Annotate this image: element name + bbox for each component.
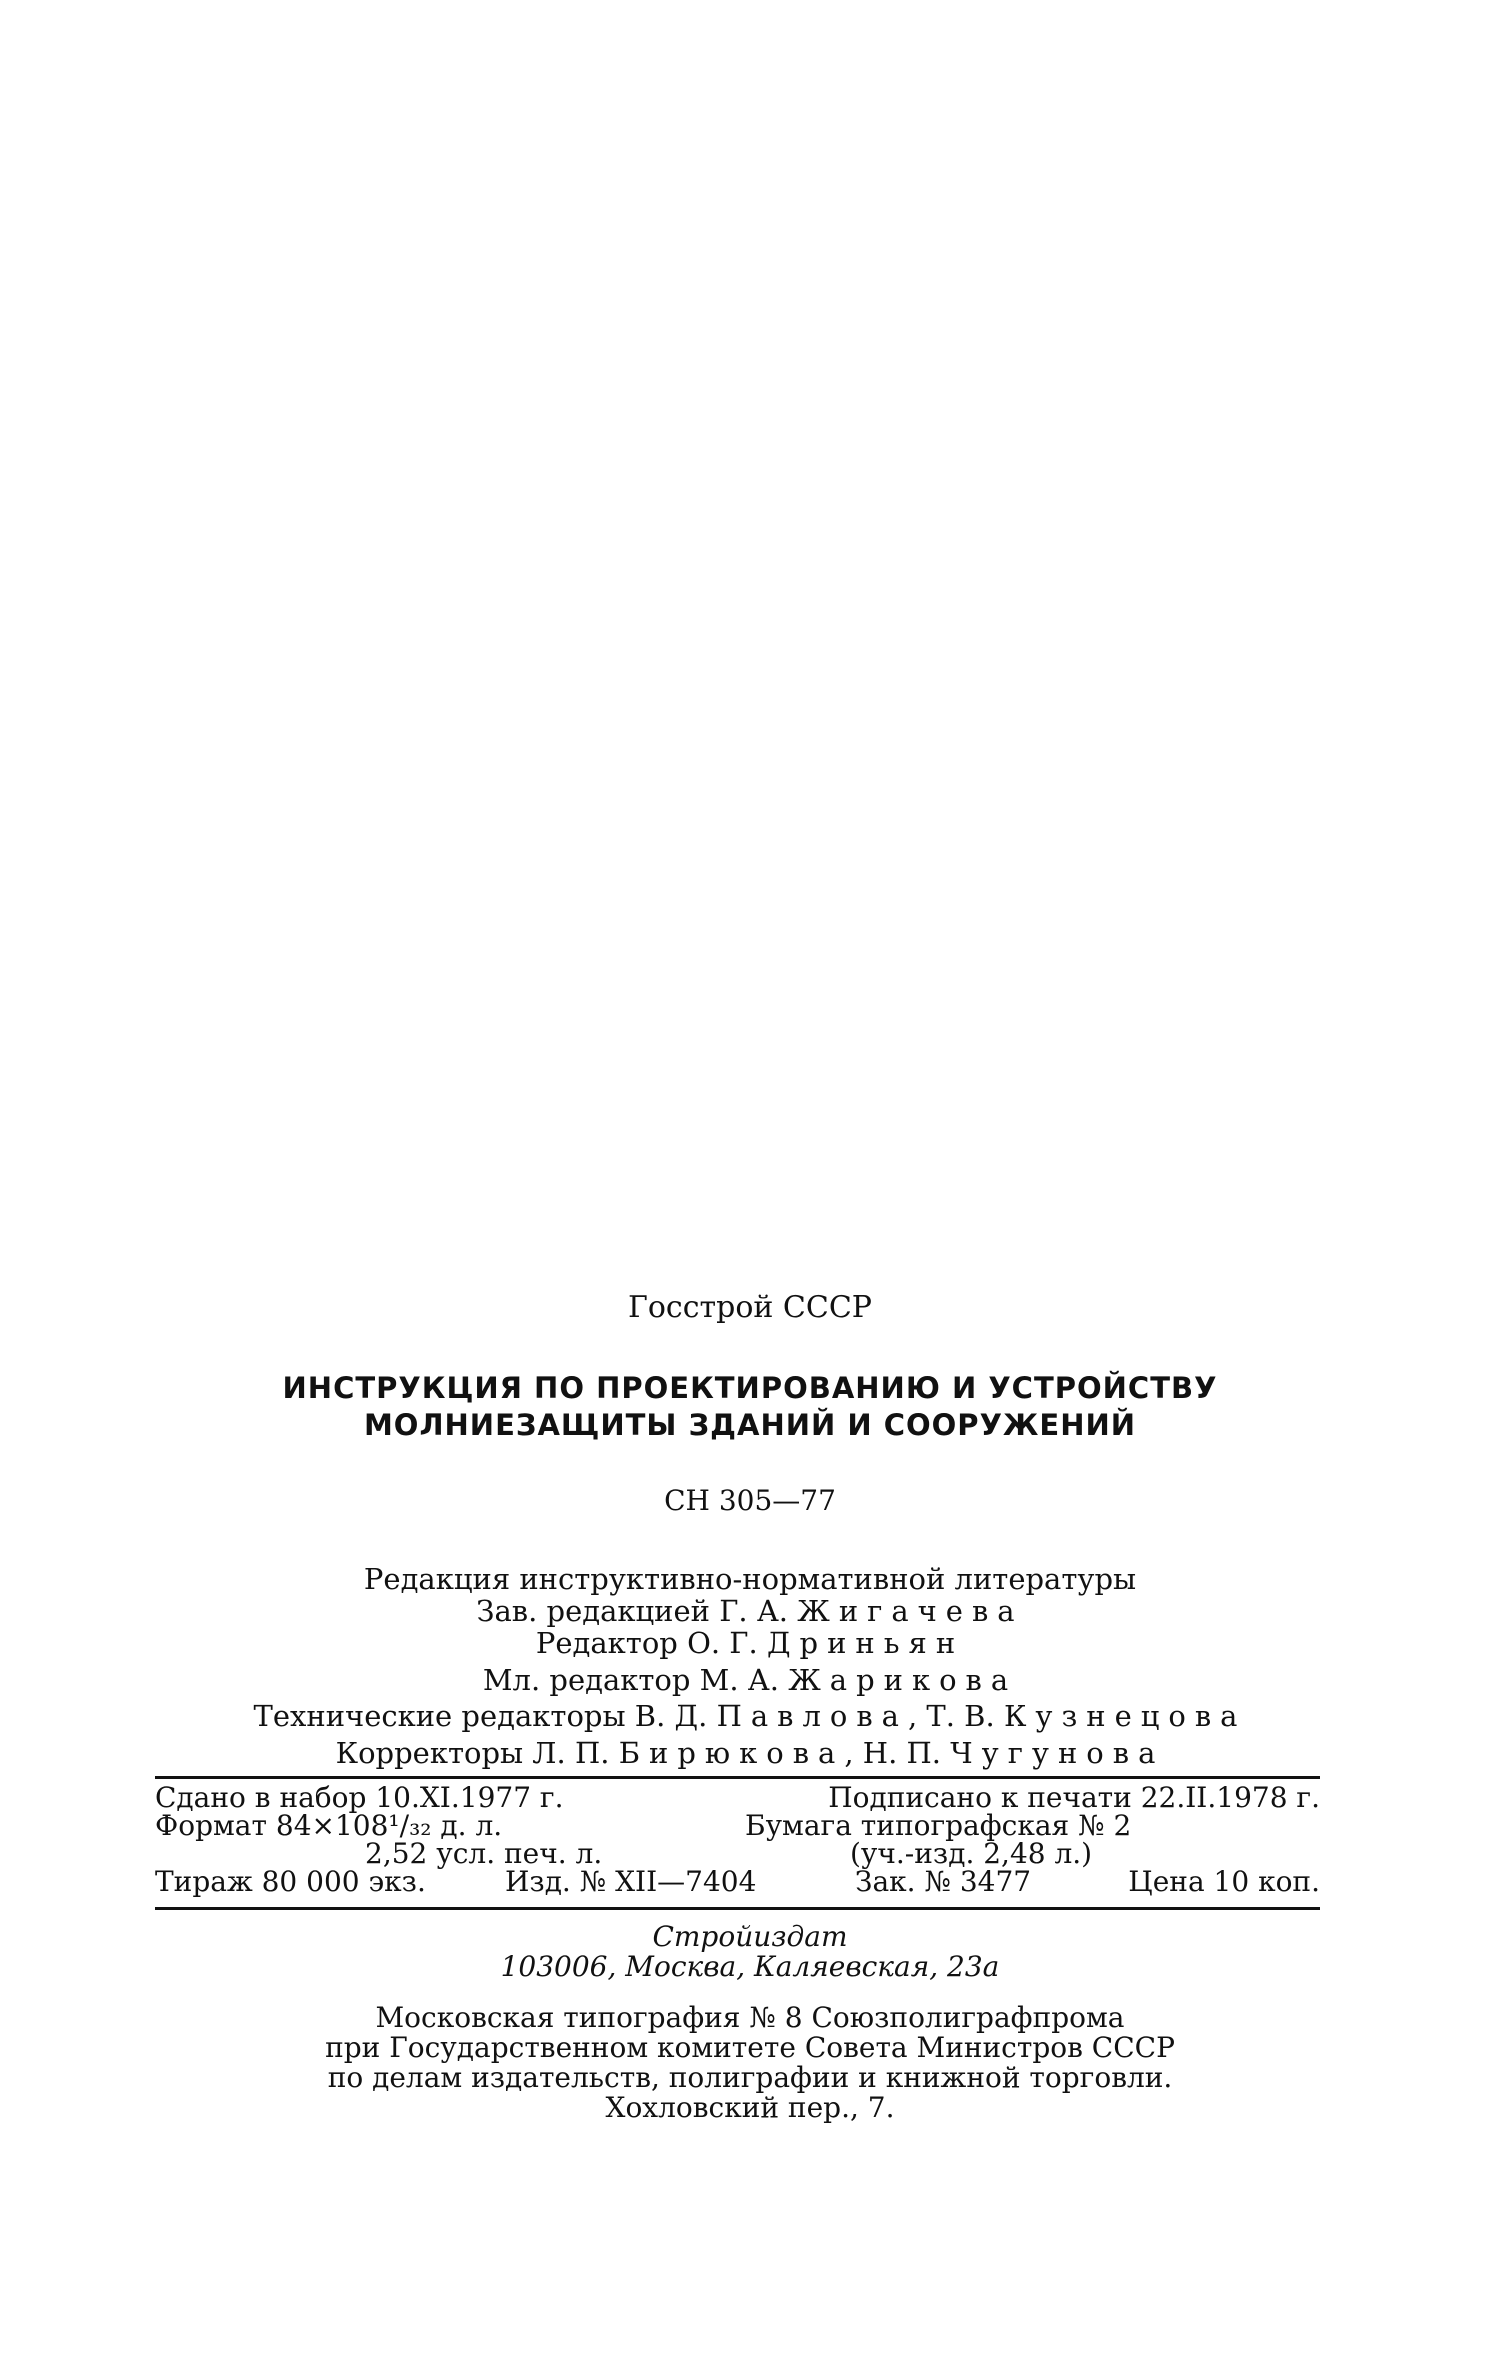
document-title-line-2: МОЛНИЕЗАЩИТЫ ЗДАНИЙ И СООРУЖЕНИЙ [363, 1408, 1137, 1442]
credit-head-of-office [0, 1594, 1500, 1628]
imprint-price: Цена 10 коп. [1128, 1865, 1320, 1898]
credit-junior-editor-label: Мл. редактор М. А. [482, 1663, 779, 1697]
imprint-pub-sheets: (уч.-изд. 2,48 л.) [850, 1837, 1093, 1870]
document-code: СН 305—77 [664, 1484, 836, 1517]
imprint-order: Зак. № 3477 [855, 1865, 1032, 1898]
imprint-sheets: 2,52 усл. печ. л. [365, 1837, 603, 1870]
imprint-top-rule [155, 1776, 1320, 1779]
imprint-circulation: Тираж 80 000 экз. [155, 1865, 426, 1898]
credit-proofreaders-label: Корректоры Л. П. [335, 1736, 610, 1770]
credit-tech-editors-label: Технические редакторы В. Д. [253, 1699, 708, 1733]
credit-editorial-office: Редакция инструктивно-нормативной литературы [363, 1562, 1137, 1596]
printer-line-4: Хохловский пер., 7. [605, 2091, 895, 2124]
credit-proofreaders-mid: , Н. П. [844, 1736, 942, 1770]
credit-tech-editors-mid: , Т. В. [907, 1699, 995, 1733]
credit-junior-editor [0, 1663, 1500, 1697]
credit-editor [0, 1626, 1500, 1660]
printer-line-1: Московская типография № 8 Союзполиграфпрома [375, 2001, 1125, 2034]
credit-technical-editors [0, 1699, 1500, 1733]
credit-junior-editor-name: Жарикова [788, 1663, 1018, 1697]
imprint-edition: Изд. № XII—7404 [505, 1865, 757, 1898]
organization: Госстрой СССР [628, 1290, 872, 1325]
credit-head-name: Жигачева [797, 1594, 1024, 1628]
imprint-typeset: Сдано в набор 10.XI.1977 г. [155, 1781, 564, 1814]
credit-proofreaders [0, 1736, 1500, 1770]
publisher-address: 103006, Москва, Каляевская, 23а [500, 1950, 1000, 1983]
printer-line-2: при Государственном комитете Совета Министров СССР [325, 2031, 1175, 2064]
credit-head-label: Зав. редакцией Г. А. [476, 1594, 789, 1628]
credit-proofreader-2: Чугунова [950, 1736, 1165, 1770]
imprint-paper: Бумага типографская № 2 [745, 1809, 1132, 1842]
printer-line-3: по делам издательств, полиграфии и книжной торговли. [327, 2061, 1173, 2094]
publisher-name: Стройиздат [652, 1920, 848, 1953]
imprint-bottom-rule [155, 1907, 1320, 1910]
imprint-format: Формат 84×108¹/₃₂ д. л. [155, 1809, 503, 1842]
credit-editor-name: Дриньян [766, 1626, 965, 1660]
credit-editor-label: Редактор О. Г. [535, 1626, 758, 1660]
document-title-line-1: ИНСТРУКЦИЯ ПО ПРОЕКТИРОВАНИЮ И УСТРОЙСТВУ [282, 1371, 1218, 1405]
credit-tech-editor-2: Кузнецова [1003, 1699, 1247, 1733]
credit-proofreader-1: Бирюкова [618, 1736, 845, 1770]
imprint-signed: Подписано к печати 22.II.1978 г. [828, 1781, 1320, 1814]
credit-tech-editor-1: Павлова [716, 1699, 908, 1733]
